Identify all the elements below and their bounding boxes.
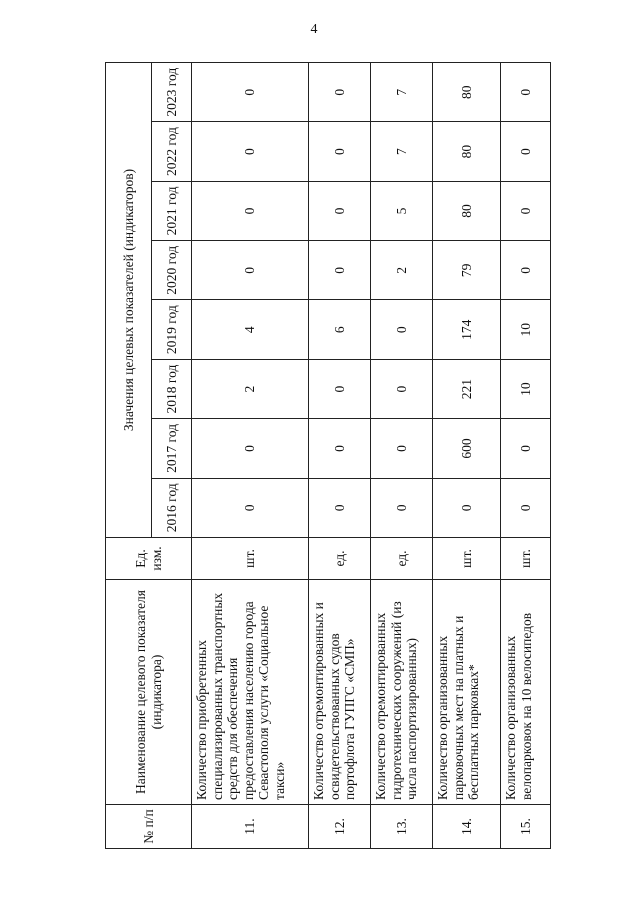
value-cell: 0 xyxy=(192,419,309,478)
value-cell: 80 xyxy=(433,181,501,240)
value-cell: 0 xyxy=(501,181,551,240)
value-cell: 0 xyxy=(309,63,371,122)
unit-cell: ед. xyxy=(371,538,433,580)
row-number: 13. xyxy=(371,805,433,849)
value-cell: 221 xyxy=(433,359,501,418)
indicator-name: Количество приобретенных специализированных транспортных средств для обеспечения предоставления населению города Севастополя услуги «Социальное такси» xyxy=(192,580,309,805)
unit-cell: шт. xyxy=(192,538,309,580)
header-name: Наименование целевого показателя (индикатора) xyxy=(106,580,192,805)
value-cell: 6 xyxy=(309,300,371,359)
value-cell: 0 xyxy=(309,241,371,300)
indicator-name: Количество организованных парковочных мест на платных и бесплатных парковках* xyxy=(433,580,501,805)
header-num: № п/п xyxy=(106,805,192,849)
value-cell: 0 xyxy=(371,359,433,418)
value-cell: 10 xyxy=(501,359,551,418)
table-row xyxy=(433,63,501,849)
value-cell: 0 xyxy=(192,181,309,240)
value-cell: 7 xyxy=(371,122,433,181)
value-cell: 0 xyxy=(371,300,433,359)
unit-cell: шт. xyxy=(501,538,551,580)
value-cell: 0 xyxy=(309,419,371,478)
value-cell: 0 xyxy=(501,419,551,478)
value-cell: 174 xyxy=(433,300,501,359)
header-year: 2017 год xyxy=(152,419,192,478)
header-year: 2023 год xyxy=(152,63,192,122)
value-cell: 0 xyxy=(501,478,551,537)
value-cell: 0 xyxy=(192,241,309,300)
row-number: 11. xyxy=(192,805,309,849)
value-cell: 0 xyxy=(501,122,551,181)
value-cell: 0 xyxy=(192,63,309,122)
value-cell: 0 xyxy=(309,478,371,537)
table-row xyxy=(309,63,371,849)
value-cell: 0 xyxy=(433,478,501,537)
value-cell: 4 xyxy=(192,300,309,359)
value-cell: 0 xyxy=(309,181,371,240)
row-number: 15. xyxy=(501,805,551,849)
header-year: 2020 год xyxy=(152,241,192,300)
value-cell: 0 xyxy=(309,122,371,181)
rotated-table-container xyxy=(105,62,541,849)
header-unit: Ед. изм. xyxy=(106,538,192,580)
indicator-name: Количество организованных велопарковок на 10 велосипедов xyxy=(501,580,551,805)
value-cell: 7 xyxy=(371,63,433,122)
header-year: 2019 год xyxy=(152,300,192,359)
table-row xyxy=(501,63,551,849)
value-cell: 79 xyxy=(433,241,501,300)
value-cell: 0 xyxy=(371,419,433,478)
value-cell: 0 xyxy=(309,359,371,418)
indicators-table xyxy=(105,62,551,849)
value-cell: 0 xyxy=(371,478,433,537)
indicator-name: Количество отремонтированных гидротехнических сооружений (из числа паспортизированных) xyxy=(371,580,433,805)
value-cell: 0 xyxy=(192,122,309,181)
indicator-name: Количество отремонтированных и освидетельствованных судов портофлота ГУПГС «СМП» xyxy=(309,580,371,805)
value-cell: 5 xyxy=(371,181,433,240)
row-number: 14. xyxy=(433,805,501,849)
value-cell: 0 xyxy=(501,241,551,300)
value-cell: 80 xyxy=(433,122,501,181)
header-values-group: Значения целевых показателей (индикаторов) xyxy=(106,63,152,538)
header-year: 2022 год xyxy=(152,122,192,181)
value-cell: 80 xyxy=(433,63,501,122)
page-number: 4 xyxy=(310,22,318,37)
header-year: 2016 год xyxy=(152,478,192,537)
value-cell: 600 xyxy=(433,419,501,478)
value-cell: 0 xyxy=(501,63,551,122)
value-cell: 2 xyxy=(371,241,433,300)
unit-cell: шт. xyxy=(433,538,501,580)
header-year: 2018 год xyxy=(152,359,192,418)
table-row xyxy=(192,63,309,849)
value-cell: 2 xyxy=(192,359,309,418)
unit-cell: ед. xyxy=(309,538,371,580)
header-year: 2021 год xyxy=(152,181,192,240)
value-cell: 10 xyxy=(501,300,551,359)
table-row xyxy=(371,63,433,849)
value-cell: 0 xyxy=(192,478,309,537)
row-number: 12. xyxy=(309,805,371,849)
